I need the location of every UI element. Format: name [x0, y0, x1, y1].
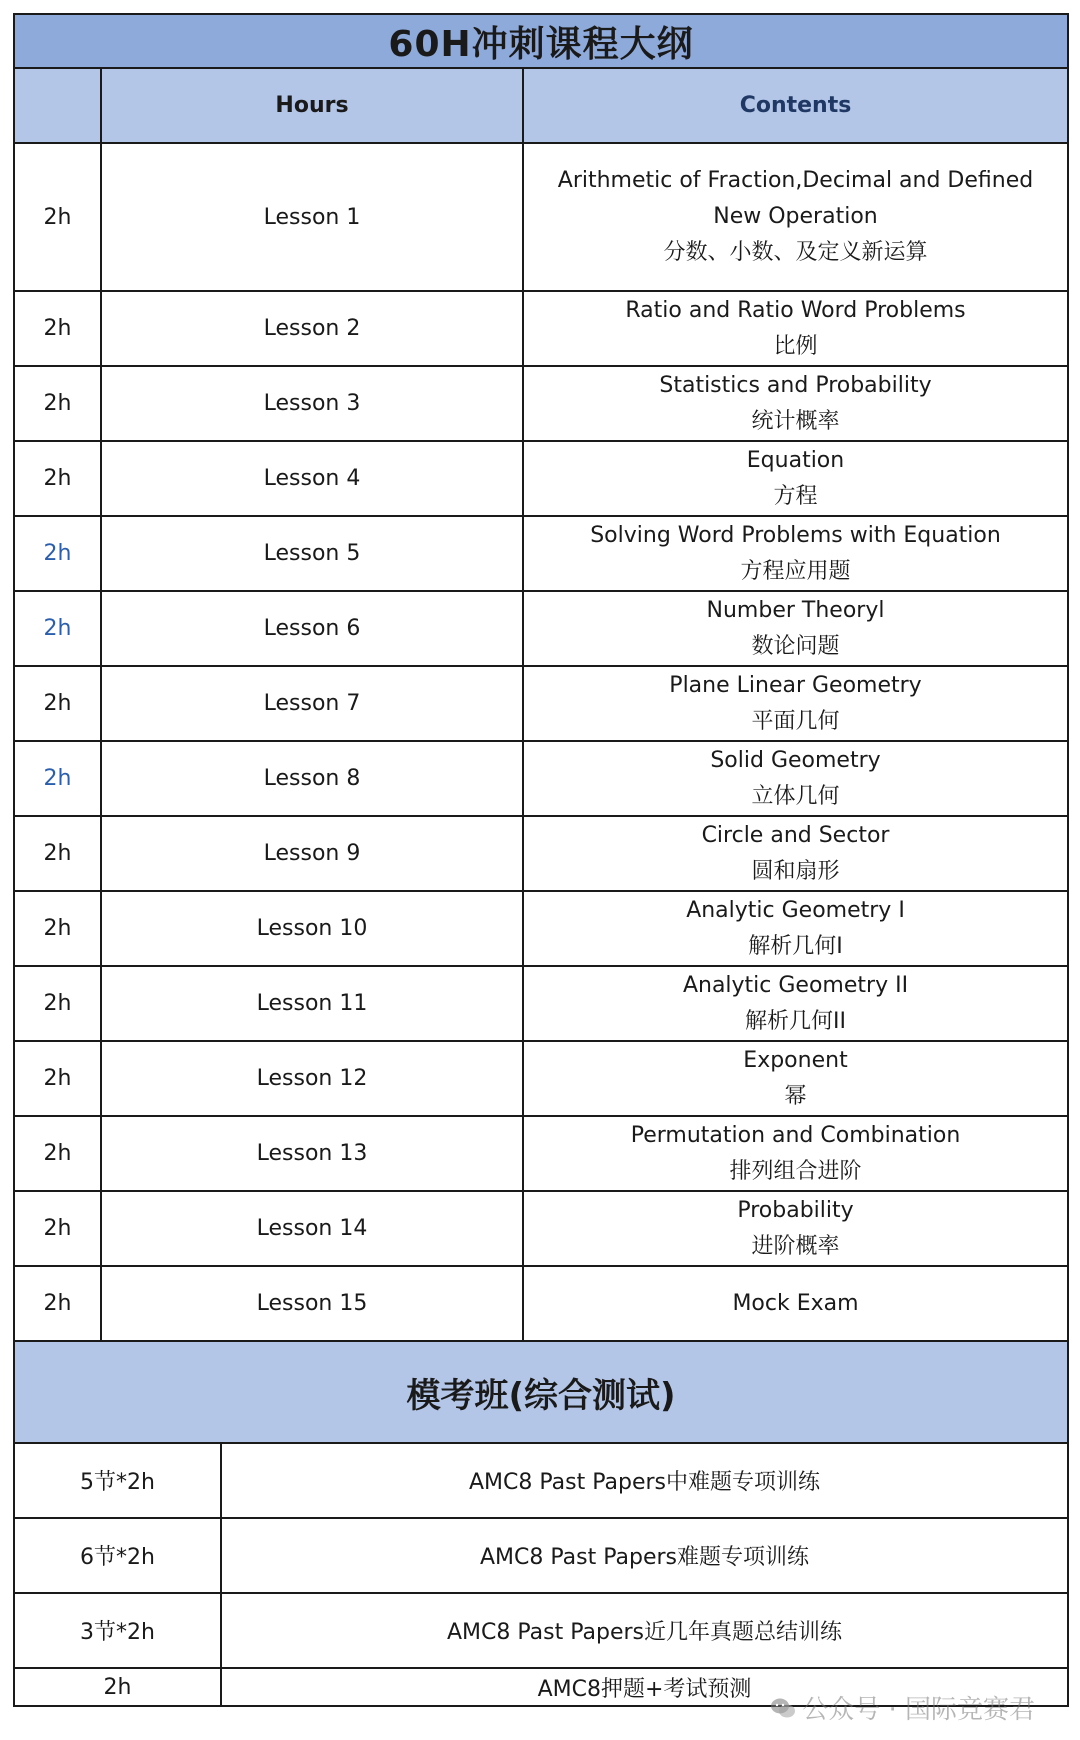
- table-row: [14, 441, 1068, 516]
- mock-section-title-row: [14, 1341, 1068, 1443]
- lesson-cell: Lesson 9: [101, 816, 523, 891]
- mock-duration-cell: 3节*2h: [14, 1593, 221, 1668]
- content-chinese: 解析几何I: [748, 933, 843, 959]
- table-row: [14, 366, 1068, 441]
- mock-duration-cell: 2h: [14, 1668, 221, 1706]
- mock-section-title: 模考班(综合测试): [14, 1341, 1068, 1443]
- lesson-cell: Lesson 8: [101, 741, 523, 816]
- duration-cell: 2h: [14, 366, 101, 441]
- content-english: Circle and Sector: [701, 822, 890, 848]
- content-chinese: 比例: [773, 333, 818, 359]
- content-cell: [523, 816, 1068, 891]
- title-row: [14, 14, 1068, 68]
- mock-content-cell: AMC8 Past Papers中难题专项训练: [221, 1443, 1068, 1518]
- content-chinese: 解析几何II: [745, 1008, 846, 1034]
- table-row: [14, 666, 1068, 741]
- mock-duration-cell: 6节*2h: [14, 1518, 221, 1593]
- watermark: [770, 1689, 1035, 1726]
- hours-header: Hours: [101, 68, 523, 143]
- lesson-cell: Lesson 11: [101, 966, 523, 1041]
- mock-exam-table: [13, 1340, 1069, 1707]
- wechat-icon: [770, 1697, 796, 1719]
- lesson-cell: Lesson 1: [101, 143, 523, 291]
- lesson-cell: Lesson 2: [101, 291, 523, 366]
- content-cell: [523, 1191, 1068, 1266]
- course-outline-sheet: [13, 13, 1067, 1707]
- content-cell: [523, 366, 1068, 441]
- table-row: [14, 591, 1068, 666]
- table-row: [14, 891, 1068, 966]
- content-chinese: 立体几何: [751, 783, 840, 809]
- table-row: [14, 816, 1068, 891]
- lesson-cell: Lesson 15: [101, 1266, 523, 1341]
- duration-cell: 2h: [14, 1116, 101, 1191]
- duration-cell: 2h: [14, 591, 101, 666]
- content-cell: [523, 1041, 1068, 1116]
- content-chinese: 平面几何: [751, 708, 840, 734]
- content-english: Number Theoryl: [706, 597, 885, 623]
- table-row: [14, 1593, 1068, 1668]
- content-chinese: 数论问题: [751, 633, 840, 659]
- contents-header: Contents: [523, 68, 1068, 143]
- content-english: Analytic Geometry II: [682, 972, 909, 998]
- content-english: Solving Word Problems with Equation: [590, 522, 1001, 548]
- table-row: [14, 741, 1068, 816]
- duration-cell: 2h: [14, 741, 101, 816]
- lesson-cell: Lesson 14: [101, 1191, 523, 1266]
- mock-content-cell: AMC8 Past Papers近几年真题总结训练: [221, 1593, 1068, 1668]
- duration-cell: 2h: [14, 966, 101, 1041]
- content-english: Equation: [746, 447, 845, 473]
- duration-cell: 2h: [14, 516, 101, 591]
- lesson-cell: Lesson 7: [101, 666, 523, 741]
- table-title: 60H冲刺课程大纲: [14, 14, 1068, 68]
- content-english: Statistics and Probability: [659, 372, 932, 398]
- mock-content-cell: AMC8押题+考试预测: [221, 1668, 1068, 1706]
- table-row: [14, 1266, 1068, 1341]
- content-english: Exponent: [743, 1047, 848, 1073]
- content-cell: [523, 666, 1068, 741]
- content-chinese: 方程: [773, 483, 818, 509]
- content-chinese: 统计概率: [751, 408, 840, 434]
- content-chinese: 幂: [784, 1083, 807, 1109]
- table-row: [14, 966, 1068, 1041]
- lesson-table: [13, 13, 1069, 1342]
- table-row: [14, 1443, 1068, 1518]
- content-english: Probability: [737, 1197, 854, 1223]
- duration-cell: 2h: [14, 891, 101, 966]
- duration-cell: 2h: [14, 291, 101, 366]
- content-cell: [523, 741, 1068, 816]
- content-cell: [523, 891, 1068, 966]
- content-chinese: 进阶概率: [751, 1233, 840, 1259]
- content-cell: [523, 516, 1068, 591]
- content-chinese: 分数、小数、及定义新运算: [663, 240, 928, 265]
- duration-cell: 2h: [14, 816, 101, 891]
- content-english: Plane Linear Geometry: [669, 672, 922, 698]
- watermark-text: 公众号 · 国际竞赛君: [802, 1695, 1035, 1725]
- duration-cell: 2h: [14, 441, 101, 516]
- lesson-cell: Lesson 10: [101, 891, 523, 966]
- lesson-cell: Lesson 13: [101, 1116, 523, 1191]
- duration-cell: 2h: [14, 666, 101, 741]
- mock-duration-cell: 5节*2h: [14, 1443, 221, 1518]
- content-cell: [523, 1116, 1068, 1191]
- content-chinese: 圆和扇形: [751, 858, 840, 884]
- content-english: Arithmetic of Fraction,Decimal and Defined New Operation: [557, 168, 1034, 229]
- duration-cell: 2h: [14, 1191, 101, 1266]
- lesson-cell: Lesson 4: [101, 441, 523, 516]
- content-chinese: 方程应用题: [740, 558, 851, 584]
- duration-header: [14, 68, 101, 143]
- table-row: [14, 1041, 1068, 1116]
- content-cell: [523, 1266, 1068, 1341]
- content-cell: [523, 291, 1068, 366]
- content-cell: [523, 143, 1068, 291]
- content-english: Permutation and Combination: [630, 1122, 961, 1148]
- duration-cell: 2h: [14, 1041, 101, 1116]
- content-cell: [523, 966, 1068, 1041]
- table-row: [14, 1518, 1068, 1593]
- table-row: [14, 143, 1068, 291]
- content-cell: [523, 591, 1068, 666]
- lesson-cell: Lesson 12: [101, 1041, 523, 1116]
- table-row: [14, 1116, 1068, 1191]
- content-english: Analytic Geometry I: [686, 897, 905, 923]
- lesson-cell: Lesson 3: [101, 366, 523, 441]
- content-cell: [523, 441, 1068, 516]
- content-english: Solid Geometry: [710, 747, 881, 773]
- lesson-cell: Lesson 6: [101, 591, 523, 666]
- content-chinese: 排列组合进阶: [729, 1158, 862, 1184]
- table-row: [14, 291, 1068, 366]
- content-english: Mock Exam: [732, 1290, 859, 1316]
- duration-cell: 2h: [14, 1266, 101, 1341]
- table-row: [14, 1191, 1068, 1266]
- mock-content-cell: AMC8 Past Papers难题专项训练: [221, 1518, 1068, 1593]
- duration-cell: 2h: [14, 143, 101, 291]
- header-row: [14, 68, 1068, 143]
- table-row: [14, 516, 1068, 591]
- content-english: Ratio and Ratio Word Problems: [625, 297, 966, 323]
- lesson-cell: Lesson 5: [101, 516, 523, 591]
